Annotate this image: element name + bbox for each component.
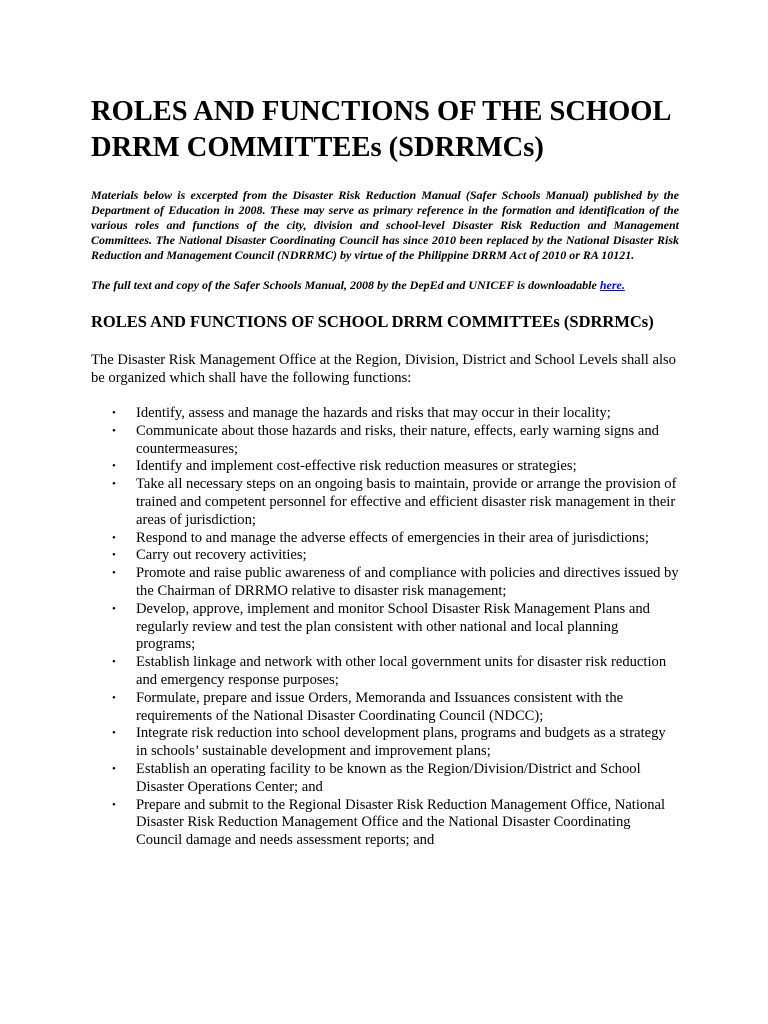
download-note: [91, 278, 679, 293]
bullet-icon: •: [112, 407, 116, 419]
bullet-icon: •: [112, 531, 116, 544]
list-item: [91, 565, 679, 601]
lead-paragraph: The Disaster Risk Management Office at the Region, Division, District and School Levels shall also be organized which shall have the following functions:: [91, 352, 676, 386]
download-note-text: The full text and copy of the Safer Schools Manual, 2008 by the DepEd and UNICEF is downloadable: [91, 278, 600, 292]
list-item: [91, 530, 679, 548]
list-item: [91, 797, 679, 850]
list-item-text: Promote and raise public awareness of and compliance with policies and directives issued by the Chairman of DRRMO relative to disaster risk management;: [136, 565, 679, 599]
list-item: [91, 423, 679, 459]
list-item-text: Take all necessary steps on an ongoing basis to maintain, provide or arrange the provision of trained and competent personnel for effective and efficient disaster risk management in their areas of jurisdiction;: [136, 476, 677, 528]
bullet-icon: •: [112, 691, 116, 704]
list-item: [91, 405, 679, 423]
list-item-text: Establish an operating facility to be known as the Region/Division/District and School Disaster Operations Center; and: [136, 760, 641, 795]
bullet-icon: •: [112, 798, 116, 811]
bullet-icon: •: [112, 549, 116, 562]
page-title: ROLES AND FUNCTIONS OF THE SCHOOL DRRM COMMITTEEs (SDRRMCs): [91, 96, 670, 163]
list-item-text: Establish linkage and network with other local government units for disaster risk reduction and emergency response purposes;: [136, 654, 667, 688]
bullet-icon: •: [112, 478, 116, 491]
bullet-icon: •: [112, 460, 116, 473]
bullet-icon: •: [112, 656, 116, 669]
bullet-icon: •: [112, 424, 116, 437]
section-heading: ROLES AND FUNCTIONS OF SCHOOL DRRM COMMITTEEs (SDRRMCs): [91, 312, 654, 331]
list-item-text: Formulate, prepare and issue Orders, Memoranda and Issuances consistent with the requirements of the National Disaster Coordinating Council (NDCC);: [136, 689, 624, 724]
list-item: [91, 690, 679, 726]
functions-list: [91, 405, 679, 850]
list-item: [91, 458, 679, 476]
list-item-text: Carry out recovery activities;: [136, 547, 307, 564]
list-item-text: Identify and implement cost-effective risk reduction measures or strategies;: [136, 458, 577, 475]
list-item-text: Identify, assess and manage the hazards and risks that may occur in their locality;: [136, 405, 611, 421]
download-link[interactable]: here.: [599, 278, 625, 292]
list-item: [91, 547, 679, 565]
list-item-text: Develop, approve, implement and monitor School Disaster Risk Management Plans and regularly review and test the plan consistent with other national and local planning programs;: [136, 600, 650, 653]
list-item-text: Communicate about those hazards and risks, their nature, effects, early warning signs and countermeasures;: [136, 422, 659, 457]
list-item: [91, 476, 679, 529]
bullet-icon: •: [112, 727, 116, 740]
list-item-text: Respond to and manage the adverse effects of emergencies in their area of jurisdictions;: [136, 529, 649, 546]
list-item: [91, 725, 679, 761]
list-item: [91, 601, 679, 654]
bullet-icon: •: [112, 567, 116, 580]
list-item-text: Prepare and submit to the Regional Disaster Risk Reduction Management Office, National Disaster Risk Reduction Management Office and the National Disaster Coordinating Council damage and needs assessment reports; and: [136, 796, 666, 849]
list-item: [91, 654, 679, 690]
bullet-icon: •: [112, 762, 116, 775]
list-item-text: Integrate risk reduction into school development plans, programs and budgets as a strategy in schools’ sustainable development and improvement plans;: [136, 725, 666, 760]
intro-paragraph: Materials below is excerpted from the Disaster Risk Reduction Manual (Safer Schools Manual) published by the Department of Education in 2008. These may serve as primary reference in the formation and identification of the various roles and functions of the city, division and school-level Disaster Risk Reduction and Management Committees. The National Disaster Coordinating Council has since 2010 been replaced by the National Disaster Risk Reduction and Management Council (NDRRMC) by virtue of the Philippine DRRM Act of 2010 or RA 10121.: [91, 188, 679, 262]
document-content: [91, 94, 679, 850]
bullet-icon: •: [112, 602, 116, 615]
list-item: [91, 761, 679, 797]
